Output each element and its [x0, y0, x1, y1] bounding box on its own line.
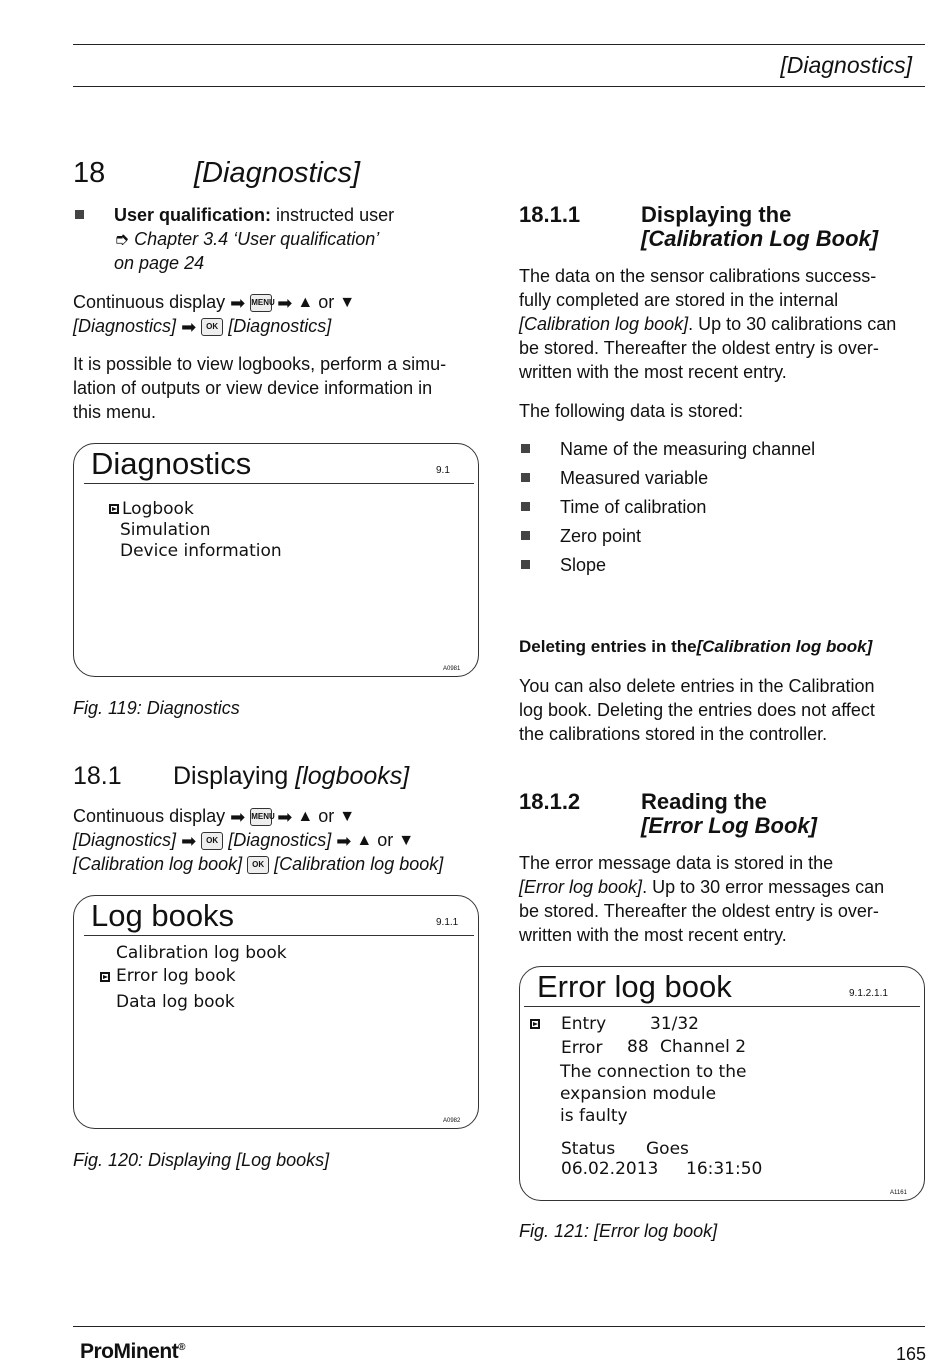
deleting-heading: Deleting entries in the[Calibration log book] — [519, 637, 873, 656]
menu-item-logbook[interactable]: Logbook — [122, 499, 194, 519]
section-18-1-1-number: 18.1.1 — [519, 202, 581, 227]
navigation-path-1: Continuous display ➡ MENU ➡ ▲ or ▼ — [73, 292, 356, 314]
error-time: 16:31:50 — [686, 1159, 763, 1179]
navigation-path-2: Continuous display ➡ MENU ➡ ▲ or ▼ — [73, 806, 356, 828]
figure-code: A0982 — [443, 1118, 461, 1124]
list-item: Measured variable — [560, 468, 709, 488]
error-date: 06.02.2013 — [561, 1159, 659, 1179]
reference-arrow-icon: ➮ — [114, 229, 130, 249]
header-title: [Diagnostics] — [780, 52, 912, 78]
section-18-1-2-title: Reading the [Error Log Book] — [641, 789, 817, 838]
screen-title: Error log book — [537, 969, 732, 1004]
up-key-icon: ▲ — [297, 294, 314, 312]
header-rule-bottom — [73, 86, 925, 87]
arrow-right-icon: ➡ — [277, 807, 293, 828]
calibration-text: The data on the sensor calibrations success- fully completed are stored in the internal [Calibration log book]. Up to 30 calibrations can be stored. Thereafter the oldest entry is over- written with the most recent entry. — [519, 266, 897, 382]
user-qualification — [114, 203, 394, 227]
ok-key-icon: OK — [247, 856, 269, 874]
bullet — [521, 560, 530, 569]
qualification-reference[interactable]: ➮ Chapter 3.4 ‘User qualification’ — [114, 229, 380, 249]
arrow-right-icon: ➡ — [230, 293, 246, 314]
figure-caption-120: Fig. 120: Displaying [Log books] — [73, 1150, 330, 1170]
screen-menu-number: 9.1.1 — [436, 917, 459, 928]
chapter-title: [Diagnostics] — [194, 157, 361, 189]
error-channel: Channel 2 — [660, 1037, 747, 1057]
intro-text: It is possible to view logbooks, perform a simu- lation of outputs or view device information in this menu. — [73, 354, 447, 422]
list-item: Zero point — [560, 526, 642, 546]
qualification-value: instructed user — [271, 205, 395, 225]
qualification-label: User qualification: — [114, 205, 272, 225]
screen-menu-number: 9.1 — [436, 465, 450, 476]
section-18-1-number: 18.1 — [73, 762, 122, 790]
prominent-logo: ProMinent® — [80, 1340, 186, 1363]
menu-item-error-log-book[interactable]: Error log book — [116, 966, 236, 986]
bullet — [521, 444, 530, 453]
menu-key-icon: MENU — [250, 808, 272, 826]
list-item: Slope — [560, 555, 607, 575]
figure-caption-119: Fig. 119: Diagnostics — [73, 698, 240, 718]
section-18-1-title: Displaying [logbooks] — [173, 762, 410, 790]
arrow-right-icon: ➡ — [181, 317, 197, 338]
selection-cursor-icon — [109, 504, 119, 514]
bullet — [521, 531, 530, 540]
selection-cursor-icon — [100, 972, 110, 982]
screen-divider — [84, 935, 474, 936]
ok-key-icon: OK — [201, 318, 223, 336]
menu-item-calibration-log-book[interactable]: Calibration log book — [116, 943, 287, 963]
error-code: 88 — [627, 1037, 649, 1057]
section-18-1-2-number: 18.1.2 — [519, 789, 581, 814]
menu-item-device-information[interactable]: Device information — [120, 541, 282, 561]
list-item: Time of calibration — [560, 497, 707, 517]
chapter-number: 18 — [73, 157, 106, 189]
arrow-right-icon: ➡ — [181, 831, 197, 852]
arrow-right-icon: ➡ — [230, 807, 246, 828]
menu-item-simulation[interactable]: Simulation — [120, 520, 211, 540]
figure-code: A0981 — [443, 666, 461, 672]
figure-code: A1161 — [890, 1190, 907, 1196]
selection-cursor-icon — [530, 1019, 540, 1029]
navigation-path-1-line2: [Diagnostics] ➡ OK [Diagnostics] — [73, 316, 332, 338]
section-18-1-1-title: Displaying the [Calibration Log Book] — [641, 202, 879, 251]
entry-label: Entry — [561, 1014, 607, 1034]
arrow-right-icon: ➡ — [336, 831, 352, 852]
ok-key-icon: OK — [201, 832, 223, 850]
menu-item-data-log-book[interactable]: Data log book — [116, 992, 235, 1012]
diagnostics-screen — [73, 443, 479, 677]
screen-divider — [524, 1006, 920, 1007]
deleting-text: You can also delete entries in the Calibration log book. Deleting the entries does not affect the calibrations stored in the controller. — [519, 676, 875, 744]
navigation-path-2-line3: [Calibration log book] OK [Calibration log book] — [73, 854, 444, 874]
up-key-icon: ▲ — [356, 832, 373, 850]
status-label: Status — [561, 1139, 616, 1159]
footer-rule — [73, 1326, 925, 1327]
error-text: The error message data is stored in the [Error log book]. Up to 30 error messages can be stored. Thereafter the oldest entry is over- written with the most recent entry. — [519, 853, 885, 945]
screen-divider — [84, 483, 474, 484]
menu-key-icon: MENU — [250, 294, 272, 312]
bullet — [521, 473, 530, 482]
screen-title: Log books — [91, 898, 235, 933]
entry-value: 31/32 — [650, 1014, 699, 1034]
screen-menu-number: 9.1.2.1.1 — [849, 988, 888, 999]
header-rule-top — [73, 44, 925, 45]
up-key-icon: ▲ — [297, 808, 314, 826]
down-key-icon: ▼ — [339, 808, 356, 826]
status-value: Goes — [646, 1139, 689, 1159]
log-books-screen — [73, 895, 479, 1129]
following-text: The following data is stored: — [519, 401, 744, 421]
error-log-book-screen — [519, 966, 925, 1201]
figure-caption-121: Fig. 121: [Error log book] — [519, 1221, 718, 1241]
arrow-right-icon: ➡ — [277, 293, 293, 314]
navigation-path-2-line2: [Diagnostics] ➡ OK [Diagnostics] ➡ ▲ or ▼ — [73, 830, 415, 852]
screen-title: Diagnostics — [91, 446, 252, 481]
list-item: Name of the measuring channel — [560, 439, 816, 459]
error-message-line: The connection to the — [560, 1062, 747, 1082]
bullet — [521, 502, 530, 511]
error-message-line: is faulty — [560, 1106, 628, 1126]
qualification-reference-page: on page 24 — [114, 253, 205, 273]
error-message-line: expansion module — [560, 1084, 717, 1104]
down-key-icon: ▼ — [398, 832, 415, 850]
down-key-icon: ▼ — [339, 294, 356, 312]
bullet — [75, 210, 84, 219]
error-label: Error — [561, 1038, 603, 1058]
page-number: 165 — [895, 1344, 926, 1364]
